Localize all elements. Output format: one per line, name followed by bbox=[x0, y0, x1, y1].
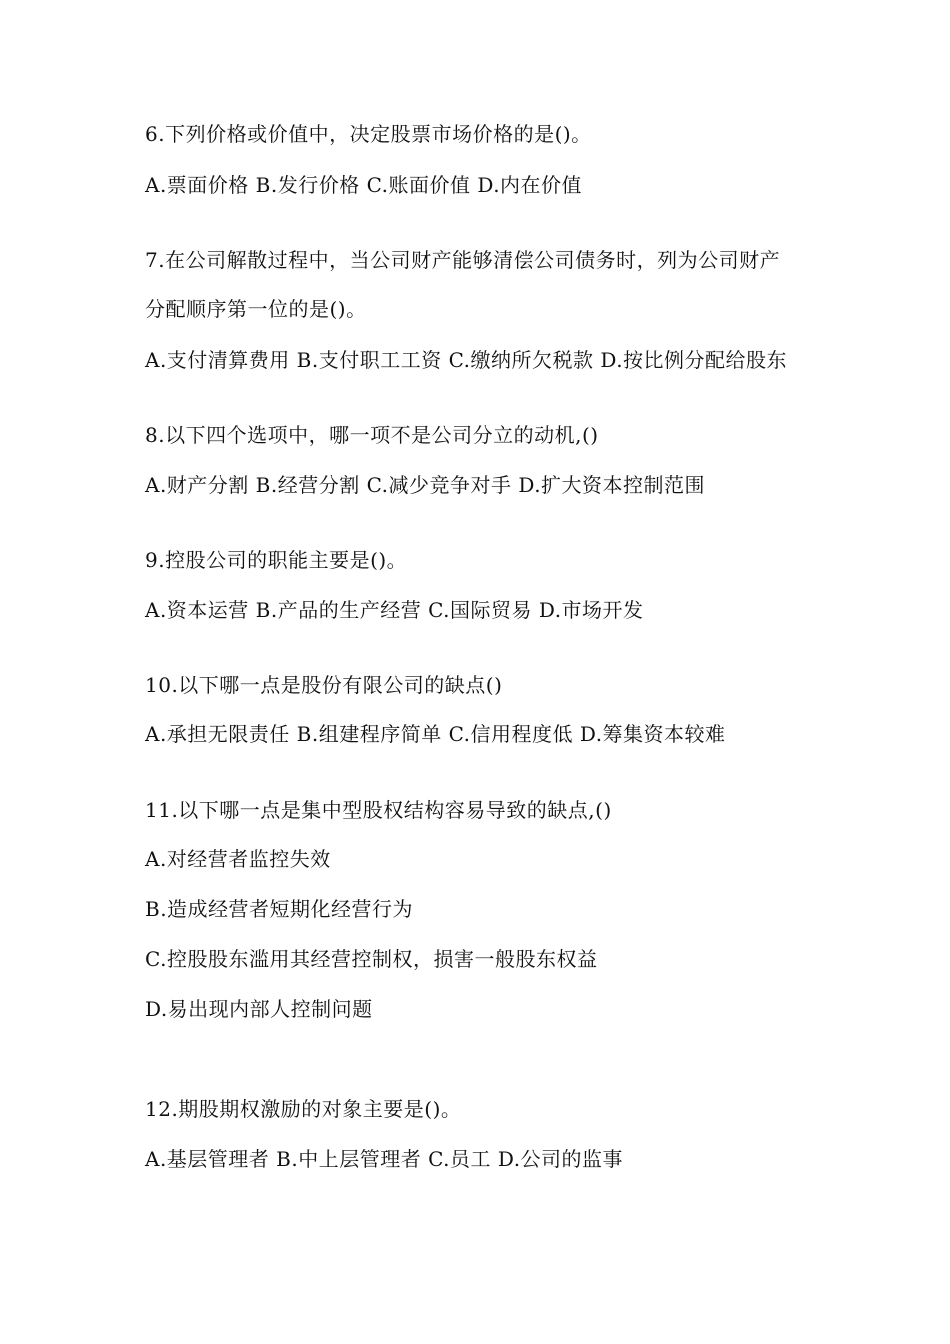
question-6-options: A.票面价格 B.发行价格 C.账面价值 D.内在价值 bbox=[145, 173, 583, 197]
question-10-options: A.承担无限责任 B.组建程序简单 C.信用程度低 D.筹集资本较难 bbox=[145, 722, 726, 746]
question-12-stem: 12.期股期权激励的对象主要是()。 bbox=[145, 1097, 462, 1121]
question-9-stem: 9.控股公司的职能主要是()。 bbox=[145, 548, 408, 572]
question-9-options: A.资本运营 B.产品的生产经营 C.国际贸易 D.市场开发 bbox=[145, 598, 644, 622]
question-11-option-d: D.易出现内部人控制问题 bbox=[145, 997, 373, 1021]
question-11-stem: 11.以下哪一点是集中型股权结构容易导致的缺点,() bbox=[145, 798, 612, 822]
question-11-option-c: C.控股股东滥用其经营控制权，损害一般股东权益 bbox=[145, 947, 598, 971]
question-10-stem: 10.以下哪一点是股份有限公司的缺点() bbox=[145, 673, 503, 697]
question-8-stem: 8.以下四个选项中，哪一项不是公司分立的动机,() bbox=[145, 423, 599, 447]
question-7-stem-line-1: 7.在公司解散过程中，当公司财产能够清偿公司债务时，列为公司财产 bbox=[145, 248, 781, 272]
question-12-options: A.基层管理者 B.中上层管理者 C.员工 D.公司的监事 bbox=[145, 1147, 624, 1171]
question-8-options: A.财产分割 B.经营分割 C.减少竞争对手 D.扩大资本控制范围 bbox=[145, 473, 706, 497]
question-7-stem-line-2: 分配顺序第一位的是()。 bbox=[145, 297, 367, 321]
question-6-stem: 6.下列价格或价值中，决定股票市场价格的是()。 bbox=[145, 122, 592, 146]
question-11-option-a: A.对经营者监控失效 bbox=[145, 847, 331, 871]
question-11-option-b: B.造成经营者短期化经营行为 bbox=[145, 897, 414, 921]
question-7-options: A.支付清算费用 B.支付职工工资 C.缴纳所欠税款 D.按比例分配给股东 bbox=[145, 348, 788, 372]
